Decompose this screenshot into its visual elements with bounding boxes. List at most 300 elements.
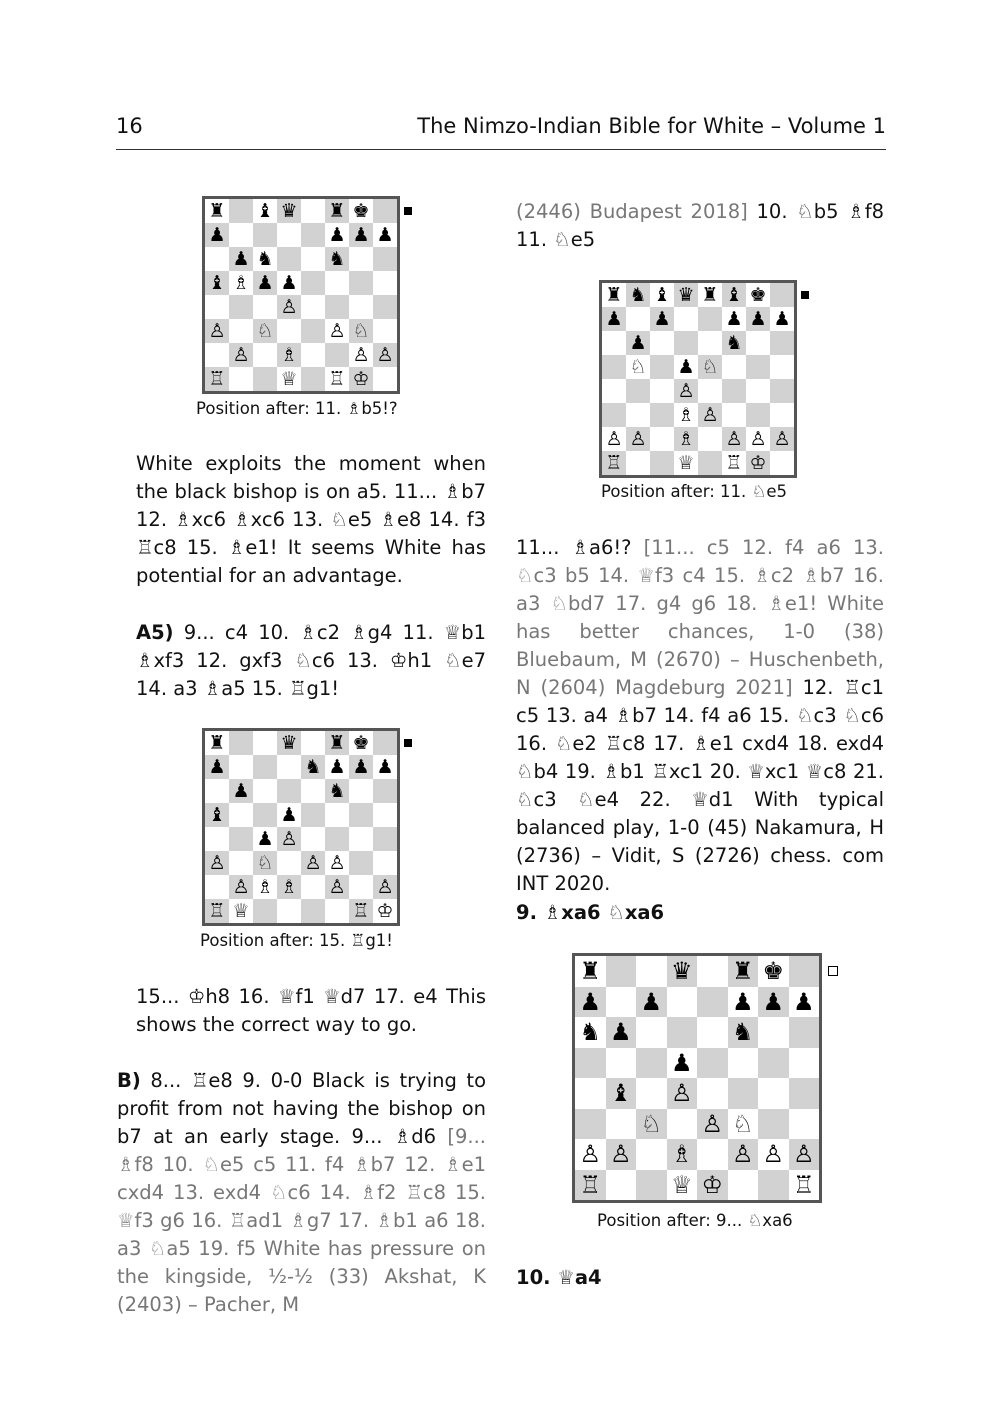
chess-piece: ♟ — [373, 223, 397, 247]
chess-piece: ♙ — [698, 403, 722, 427]
chess-piece: ♙ — [325, 851, 349, 875]
chess-piece: ♗ — [253, 875, 277, 899]
board-rank — [602, 403, 794, 427]
board-square — [253, 223, 277, 247]
chess-piece: ♖ — [205, 367, 229, 391]
chess-piece: ♙ — [697, 1109, 728, 1140]
chess-piece: ♝ — [722, 283, 746, 307]
board-square — [205, 875, 229, 899]
board-square — [650, 331, 674, 355]
chess-piece: ♜ — [325, 731, 349, 755]
board-square — [325, 803, 349, 827]
chess-piece: ♟ — [349, 223, 373, 247]
chess-piece: ♙ — [325, 875, 349, 899]
chess-piece: ♗ — [674, 427, 698, 451]
chess-piece: ♟ — [606, 1017, 637, 1048]
board-square — [373, 851, 397, 875]
chess-piece: ♚ — [758, 956, 789, 987]
chess-piece: ♘ — [349, 319, 373, 343]
chess-piece: ♞ — [325, 247, 349, 271]
board-square — [253, 779, 277, 803]
board-square — [277, 247, 301, 271]
board-square — [626, 451, 650, 475]
chess-piece: ♙ — [602, 427, 626, 451]
board-square — [301, 731, 325, 755]
board-square — [746, 331, 770, 355]
chess-piece: ♟ — [277, 803, 301, 827]
board-rank — [205, 899, 397, 923]
chess-piece: ♛ — [277, 731, 301, 755]
board-square — [205, 343, 229, 367]
board-square — [325, 271, 349, 295]
board-square — [301, 199, 325, 223]
board-square — [758, 1078, 789, 1109]
board-rank — [602, 331, 794, 355]
chess-piece: ♖ — [602, 451, 626, 475]
black-to-move-marker — [801, 291, 809, 299]
board-square — [746, 355, 770, 379]
chess-piece: ♙ — [626, 427, 650, 451]
board-square — [277, 755, 301, 779]
chess-piece: ♜ — [728, 956, 759, 987]
board-square — [277, 779, 301, 803]
board-square — [626, 403, 650, 427]
board-rank — [575, 1109, 819, 1140]
chess-piece: ♞ — [722, 331, 746, 355]
board-square — [789, 956, 820, 987]
variation-text-b: 8... ♖e8 9. 0-0 Black is trying to profit from not having the bishop on b7 at an early stage. 9... ♗d6 — [117, 1069, 486, 1148]
chess-diagram-4 — [572, 953, 822, 1203]
board-square — [698, 451, 722, 475]
chess-piece: ♔ — [349, 367, 373, 391]
board-square — [229, 755, 253, 779]
board-square — [697, 1139, 728, 1170]
board-square — [770, 379, 794, 403]
variation-label-b: B) — [117, 1069, 141, 1092]
board-rank — [205, 271, 397, 295]
board-square — [697, 1048, 728, 1079]
chess-piece: ♞ — [575, 1017, 606, 1048]
board-square — [301, 367, 325, 391]
chess-piece: ♝ — [606, 1078, 637, 1109]
board-square — [277, 223, 301, 247]
black-to-move-marker — [404, 739, 412, 747]
chess-piece: ♔ — [746, 451, 770, 475]
chess-piece: ♟ — [650, 307, 674, 331]
paragraph-lead: 11... ♗a6!? — [516, 536, 644, 559]
continuation-text: 10. ♘b5 ♗f8 11. ♘e5 — [516, 200, 884, 251]
board-square — [229, 851, 253, 875]
chess-piece: ♟ — [575, 987, 606, 1018]
chess-piece: ♟ — [325, 223, 349, 247]
board-rank — [205, 295, 397, 319]
board-square — [325, 827, 349, 851]
board-rank — [205, 803, 397, 827]
board-square — [697, 1017, 728, 1048]
board-square — [277, 899, 301, 923]
board-square — [229, 199, 253, 223]
variation-text-a5: 9... c4 10. ♗c2 ♗g4 11. ♕b1 ♗xf3 12. gxf3 ♘c6 13. ♔h1 ♘e7 14. a3 ♗a5 15. ♖g1! — [136, 621, 486, 700]
page-number: 16 — [116, 114, 143, 138]
chess-piece: ♞ — [626, 283, 650, 307]
board-square — [575, 1078, 606, 1109]
chess-piece: ♞ — [325, 779, 349, 803]
chess-piece: ♕ — [229, 899, 253, 923]
chess-piece: ♟ — [746, 307, 770, 331]
chess-piece: ♝ — [650, 283, 674, 307]
board-square — [301, 223, 325, 247]
diagram-caption-2: Position after: 15. ♖g1! — [200, 931, 393, 950]
board-rank — [205, 875, 397, 899]
board-square — [606, 1048, 637, 1079]
chess-piece: ♛ — [674, 283, 698, 307]
board-square — [229, 731, 253, 755]
chess-piece: ♙ — [373, 875, 397, 899]
diagram-caption-1: Position after: 11. ♗b5!? — [196, 399, 398, 418]
chess-piece: ♙ — [606, 1139, 637, 1170]
chess-piece: ♟ — [205, 755, 229, 779]
chess-piece: ♙ — [789, 1139, 820, 1170]
board-square — [698, 427, 722, 451]
chess-piece: ♟ — [229, 247, 253, 271]
board-rank — [205, 367, 397, 391]
board-square — [205, 295, 229, 319]
chess-piece: ♟ — [667, 1048, 698, 1079]
chess-piece: ♝ — [205, 803, 229, 827]
paragraph-a5 — [136, 619, 486, 703]
chess-piece: ♙ — [277, 827, 301, 851]
board-square — [325, 343, 349, 367]
board-square — [697, 956, 728, 987]
chess-piece: ♙ — [349, 343, 373, 367]
chess-piece: ♙ — [674, 379, 698, 403]
board-square — [277, 851, 301, 875]
board-square — [349, 247, 373, 271]
chess-piece: ♙ — [575, 1139, 606, 1170]
chess-piece: ♟ — [626, 331, 650, 355]
board-rank — [602, 427, 794, 451]
chess-piece: ♟ — [229, 779, 253, 803]
chess-piece: ♚ — [746, 283, 770, 307]
board-square — [301, 899, 325, 923]
board-rank — [602, 379, 794, 403]
chess-piece: ♟ — [205, 223, 229, 247]
chess-piece: ♝ — [253, 199, 277, 223]
chess-piece: ♕ — [277, 367, 301, 391]
chess-diagram-3 — [599, 280, 797, 478]
chess-piece: ♗ — [674, 403, 698, 427]
chess-piece: ♘ — [728, 1109, 759, 1140]
board-square — [301, 827, 325, 851]
board-square — [373, 271, 397, 295]
board-square — [722, 403, 746, 427]
chess-piece: ♙ — [722, 427, 746, 451]
board-square — [253, 731, 277, 755]
black-to-move-marker — [404, 207, 412, 215]
chess-piece: ♖ — [205, 899, 229, 923]
chess-piece: ♟ — [253, 827, 277, 851]
chess-piece: ♕ — [674, 451, 698, 475]
chess-piece: ♞ — [253, 247, 277, 271]
board-square — [229, 223, 253, 247]
board-square — [253, 755, 277, 779]
board-rank — [205, 731, 397, 755]
chess-piece: ♝ — [205, 271, 229, 295]
board-square — [789, 1078, 820, 1109]
chess-piece: ♗ — [277, 875, 301, 899]
board-square — [606, 987, 637, 1018]
board-square — [301, 271, 325, 295]
board-square — [636, 1078, 667, 1109]
board-square — [301, 295, 325, 319]
board-rank — [575, 1139, 819, 1170]
board-square — [722, 355, 746, 379]
board-square — [697, 987, 728, 1018]
chess-piece: ♟ — [770, 307, 794, 331]
board-rank — [602, 283, 794, 307]
chess-piece: ♖ — [789, 1170, 820, 1201]
board-square — [626, 379, 650, 403]
board-square — [373, 247, 397, 271]
board-square — [229, 295, 253, 319]
board-square — [606, 956, 637, 987]
chess-piece: ♙ — [373, 343, 397, 367]
chess-piece: ♜ — [205, 199, 229, 223]
chess-piece: ♛ — [277, 199, 301, 223]
chess-piece: ♙ — [758, 1139, 789, 1170]
chess-piece: ♙ — [728, 1139, 759, 1170]
board-square — [373, 779, 397, 803]
board-square — [606, 1170, 637, 1201]
chess-piece: ♟ — [602, 307, 626, 331]
chess-piece: ♙ — [746, 427, 770, 451]
chess-piece: ♖ — [325, 367, 349, 391]
chess-piece: ♘ — [698, 355, 722, 379]
board-rank — [575, 987, 819, 1018]
chess-piece: ♙ — [325, 319, 349, 343]
board-square — [602, 379, 626, 403]
board-square — [602, 403, 626, 427]
chess-piece: ♚ — [349, 731, 373, 755]
board-square — [325, 295, 349, 319]
board-square — [698, 331, 722, 355]
chess-piece: ♟ — [253, 271, 277, 295]
chess-piece: ♘ — [253, 319, 277, 343]
board-square — [770, 331, 794, 355]
board-square — [205, 827, 229, 851]
chess-piece: ♟ — [636, 987, 667, 1018]
chess-piece: ♘ — [636, 1109, 667, 1140]
board-square — [349, 827, 373, 851]
chess-piece: ♖ — [722, 451, 746, 475]
chess-piece: ♖ — [349, 899, 373, 923]
board-square — [373, 731, 397, 755]
chess-piece: ♙ — [229, 343, 253, 367]
main-move-9: 9. ♗xa6 ♘xa6 — [516, 901, 665, 924]
chess-piece: ♟ — [349, 755, 373, 779]
board-square — [229, 803, 253, 827]
board-square — [373, 199, 397, 223]
diagram-caption-4: Position after: 9... ♘xa6 — [597, 1211, 793, 1230]
chess-piece: ♗ — [229, 271, 253, 295]
board-rank — [205, 779, 397, 803]
board-square — [373, 827, 397, 851]
board-square — [349, 271, 373, 295]
white-to-move-marker — [828, 966, 838, 976]
board-square — [746, 403, 770, 427]
board-square — [758, 1017, 789, 1048]
board-square — [674, 331, 698, 355]
board-rank — [205, 755, 397, 779]
board-square — [770, 283, 794, 307]
board-square — [728, 1048, 759, 1079]
board-square — [770, 403, 794, 427]
paragraph-text: White exploits the moment when the black bishop is on a5. 11... ♗b7 12. ♗xc6 ♗xc6 13. ♘e5 ♗e8 14. f3 ♖c8 15. ♗e1! It seems White has potential for an advantage. — [136, 452, 486, 587]
chess-piece: ♟ — [758, 987, 789, 1018]
chess-piece: ♙ — [277, 295, 301, 319]
chess-piece: ♟ — [277, 271, 301, 295]
board-square — [770, 355, 794, 379]
board-square — [722, 379, 746, 403]
board-square — [636, 1048, 667, 1079]
chess-piece: ♘ — [626, 355, 650, 379]
chess-piece: ♟ — [728, 987, 759, 1018]
board-square — [575, 1048, 606, 1079]
chess-piece: ♙ — [205, 319, 229, 343]
paragraph-text: 12. ♖c1 c5 13. a4 ♗b7 14. f4 a6 15. ♘c3 ♘c6 16. ♘e2 ♖c8 17. ♗e1 cxd4 18. exd4 ♘b4 19. ♗b1 ♖xc1 20. ♕xc1 ♕c8 21. ♘c3 ♘e4 22. ♕d1 With typical balanced play, 1-0 (45) Nakamura, H (2736) – Vidit, S (2726) chess. com INT 2020. — [516, 676, 884, 895]
board-square — [789, 1048, 820, 1079]
paragraph-b — [117, 1067, 486, 1319]
board-square — [253, 295, 277, 319]
board-rank — [205, 851, 397, 875]
chess-piece: ♙ — [301, 851, 325, 875]
paragraph-comment: [11... c5 12. f4 a6 13. ♘c3 b5 14. ♕f3 c4 15. ♗c2 ♗b7 16. a3 ♘bd7 17. g4 g6 18. ♗e1! White has better chances, 1-0 (38) Bluebaum, M (2670) – Huschenbeth, N (2604) Magdeburg 2021] — [516, 536, 884, 699]
main-move-10: 10. ♕a4 — [516, 1266, 602, 1289]
board-rank — [602, 307, 794, 331]
chess-piece: ♗ — [277, 343, 301, 367]
paragraph-11-ba6 — [516, 534, 884, 898]
board-square — [636, 1017, 667, 1048]
board-rank — [602, 355, 794, 379]
board-square — [575, 1109, 606, 1140]
board-rank — [205, 319, 397, 343]
board-rank — [205, 199, 397, 223]
board-rank — [205, 827, 397, 851]
board-rank — [575, 1170, 819, 1201]
board-square — [789, 1017, 820, 1048]
board-square — [758, 1109, 789, 1140]
board-square — [373, 367, 397, 391]
board-square — [349, 875, 373, 899]
chess-diagram-2 — [202, 728, 400, 926]
board-square — [746, 379, 770, 403]
chess-piece: ♟ — [373, 755, 397, 779]
chess-piece: ♙ — [667, 1078, 698, 1109]
paragraph-15-kh8 — [136, 983, 486, 1039]
board-square — [697, 1078, 728, 1109]
board-square — [373, 295, 397, 319]
board-square — [301, 247, 325, 271]
board-square — [205, 779, 229, 803]
board-square — [349, 851, 373, 875]
board-rank — [205, 247, 397, 271]
variation-comment-b: [9... ♗f8 10. ♘e5 c5 11. f4 ♗b7 12. ♗e1 cxd4 13. exd4 ♘c6 14. ♗f2 ♖c8 15. ♕f3 g6 16. ♖ad1 ♗g7 17. ♗b1 a6 18. a3 ♘a5 19. f5 White has pressure on the kingside, ½-½ (33) Akshat, K (2403) – Pacher, M — [117, 1125, 486, 1316]
chess-piece: ♕ — [667, 1170, 698, 1201]
board-square — [229, 827, 253, 851]
board-square — [636, 1170, 667, 1201]
board-square — [650, 403, 674, 427]
board-square — [602, 355, 626, 379]
chess-piece: ♗ — [667, 1139, 698, 1170]
board-rank — [602, 451, 794, 475]
board-square — [301, 779, 325, 803]
board-square — [758, 1170, 789, 1201]
board-square — [674, 307, 698, 331]
board-square — [349, 295, 373, 319]
page-header — [116, 114, 886, 150]
board-square — [667, 1109, 698, 1140]
board-square — [253, 343, 277, 367]
paragraph-white-exploits — [136, 450, 486, 590]
board-square — [636, 1139, 667, 1170]
board-square — [650, 379, 674, 403]
board-rank — [575, 1048, 819, 1079]
chess-piece: ♜ — [575, 956, 606, 987]
board-square — [650, 427, 674, 451]
chess-piece: ♙ — [205, 851, 229, 875]
chess-piece: ♜ — [325, 199, 349, 223]
board-square — [770, 451, 794, 475]
board-square — [758, 1048, 789, 1079]
board-square — [301, 343, 325, 367]
board-square — [301, 803, 325, 827]
chess-piece: ♔ — [373, 899, 397, 923]
chess-piece: ♔ — [697, 1170, 728, 1201]
board-square — [349, 779, 373, 803]
board-square — [373, 319, 397, 343]
paragraph-text: 15... ♔h8 16. ♕f1 ♕d7 17. e4 This shows the correct way to go. — [136, 985, 486, 1036]
chess-piece: ♞ — [728, 1017, 759, 1048]
board-square — [325, 899, 349, 923]
chess-piece: ♜ — [205, 731, 229, 755]
chess-piece: ♟ — [674, 355, 698, 379]
board-square — [253, 367, 277, 391]
board-square — [301, 875, 325, 899]
board-square — [636, 956, 667, 987]
board-rank — [575, 1078, 819, 1109]
board-square — [698, 379, 722, 403]
board-square — [229, 319, 253, 343]
chess-piece: ♟ — [789, 987, 820, 1018]
chess-piece: ♞ — [301, 755, 325, 779]
chess-piece: ♛ — [667, 956, 698, 987]
board-square — [667, 987, 698, 1018]
board-square — [698, 307, 722, 331]
board-rank — [205, 223, 397, 247]
chess-diagram-1 — [202, 196, 400, 394]
chess-piece: ♟ — [325, 755, 349, 779]
board-square — [277, 319, 301, 343]
chess-piece: ♖ — [575, 1170, 606, 1201]
board-square — [667, 1017, 698, 1048]
chess-piece: ♙ — [229, 875, 253, 899]
chess-piece: ♘ — [253, 851, 277, 875]
board-square — [728, 1170, 759, 1201]
board-rank — [205, 343, 397, 367]
board-square — [373, 803, 397, 827]
board-square — [253, 899, 277, 923]
diagram-caption-3: Position after: 11. ♘e5 — [601, 482, 787, 501]
